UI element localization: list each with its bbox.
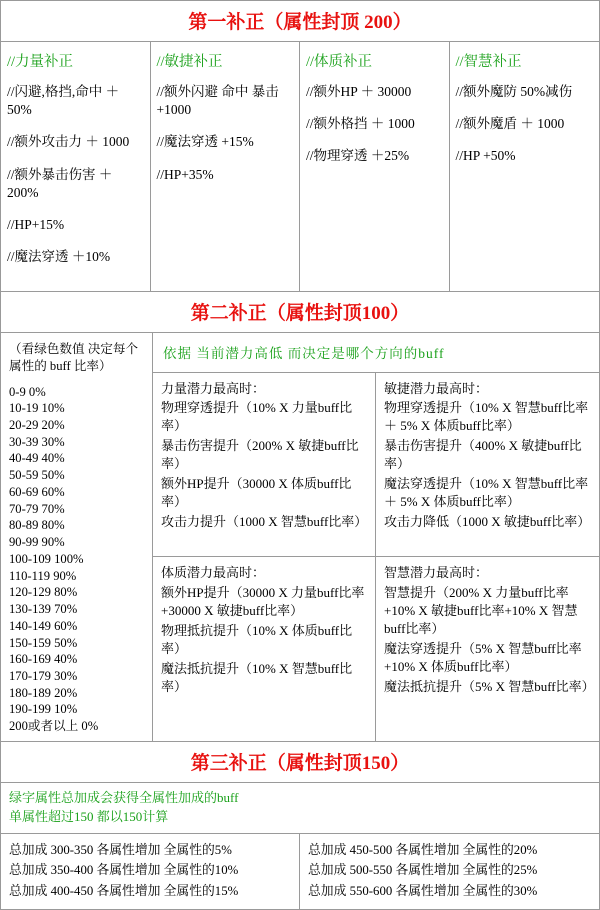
column-line: //魔法穿透 ＋10%	[7, 249, 111, 265]
column-line: //HP +50%	[455, 148, 516, 164]
buff-ratio-row: 20-29 20%	[9, 418, 65, 432]
section1-title: 第一补正（属性封顶 200）	[1, 1, 599, 42]
total-bonus-row: 总加成 350-400 各属性增加 全属性的10%	[9, 863, 239, 878]
cell-line: 攻击力提升（1000 X 智慧buff比率）	[161, 514, 368, 530]
buff-ratio-row: 170-179 30%	[9, 669, 78, 684]
buff-ratio-row: 70-79 70%	[9, 501, 65, 516]
section3-note-line1: 绿字属性总加成会获得全属性加成的buff	[9, 789, 239, 805]
potential-cell-constitution	[153, 557, 376, 741]
cell-line: 攻击力降低（1000 X 敏捷buff比率）	[384, 514, 591, 530]
section1-column-constitution	[300, 42, 450, 291]
section2-row-top	[153, 373, 599, 558]
buff-ratio-row: 50-59 50%	[9, 468, 65, 483]
buff-ratio-row: 30-39 30%	[9, 434, 65, 449]
buff-ratio-row: 190-199 10%	[9, 702, 78, 717]
cell-line: 暴击伤害提升（200% X 敏捷buff比率）	[161, 438, 359, 472]
potential-cell-wisdom	[376, 557, 599, 741]
column-line: //额外魔盾 ＋ 1000	[455, 116, 565, 132]
column-line: //额外魔防 50%减伤	[455, 84, 573, 99]
buff-ratio-row: 140-149 60%	[9, 618, 78, 633]
column-line: //额外攻击力 ＋ 1000	[7, 134, 130, 150]
buff-ratio-table	[1, 333, 153, 741]
potential-cell-strength	[153, 373, 376, 557]
section3-note-line2: 单属性超过150 都以150计算	[9, 808, 169, 824]
section3-column-right	[300, 834, 599, 910]
section3-title: 第三补正（属性封顶150）	[1, 742, 599, 783]
cell-line: 额外HP提升（30000 X 力量buff比率+30000 X 敏捷buff比率）	[161, 585, 365, 619]
cell-line: 暴击伤害提升（400% X 敏捷buff比率）	[384, 438, 582, 472]
column-header: //敏捷补正	[156, 54, 223, 70]
buff-ratio-row: 110-119 90%	[9, 568, 77, 583]
column-header: //力量补正	[7, 54, 74, 70]
total-bonus-row: 总加成 500-550 各属性增加 全属性的25%	[308, 863, 538, 878]
section3-column-left	[1, 834, 300, 910]
column-header: //智慧补正	[455, 54, 522, 70]
buff-ratio-row: 60-69 60%	[9, 484, 65, 499]
column-line: //物理穿透 ＋25%	[306, 148, 410, 164]
column-line: //额外暴击伤害 ＋ 200%	[7, 166, 113, 200]
column-line: //魔法穿透 +15%	[156, 134, 254, 150]
section1-columns	[1, 42, 599, 292]
buff-ratio-row: 180-189 20%	[9, 685, 78, 700]
section2-title: 第二补正（属性封顶100）	[1, 292, 599, 333]
section3-table	[1, 834, 599, 910]
cell-line: 额外HP提升（30000 X 体质buff比率）	[161, 476, 352, 510]
buff-ratio-row: 90-99 90%	[9, 535, 65, 550]
cell-line: 魔法抵抗提升（10% X 智慧buff比率）	[161, 660, 353, 694]
total-bonus-row: 总加成 300-350 各属性增加 全属性的5%	[9, 842, 232, 857]
total-bonus-row: 总加成 550-600 各属性增加 全属性的30%	[308, 884, 538, 899]
section3-note	[1, 783, 599, 834]
column-line: //HP+35%	[156, 166, 214, 182]
buff-ratio-row: 80-89 80%	[9, 518, 65, 533]
buff-ratio-row: 10-19 10%	[9, 401, 65, 416]
section1-column-strength	[1, 42, 151, 291]
cell-title: 体质潜力最高时：	[161, 565, 266, 581]
total-bonus-row: 总加成 450-500 各属性增加 全属性的20%	[308, 842, 538, 857]
cell-line: 魔法穿透提升（10% X 智慧buff比率 ＋ 5% X 体质buff比率）	[384, 476, 589, 510]
buff-ratio-row: 160-169 40%	[9, 652, 78, 667]
column-line: //额外HP ＋ 30000	[306, 84, 412, 99]
cell-title: 力量潜力最高时：	[161, 380, 266, 396]
cell-line: 魔法抵抗提升（5% X 智慧buff比率）	[384, 678, 595, 694]
section2-row-bottom	[153, 557, 599, 741]
buff-ratio-row: 0-9 0%	[9, 384, 46, 399]
column-line: //HP+15%	[7, 217, 65, 233]
section1-column-agility	[151, 42, 301, 291]
section1-column-wisdom	[450, 42, 600, 291]
cell-line: 物理抵抗提升（10% X 体质buff比率）	[161, 623, 353, 656]
buff-ratio-row: 200或者以上 0%	[9, 719, 99, 734]
buff-ratio-note: （看绿色数值 决定每个属性的 buff 比率）	[9, 341, 139, 373]
cell-line: 物理穿透提升（10% X 力量buff比率）	[161, 400, 353, 434]
buff-ratio-row: 130-139 70%	[9, 602, 78, 617]
column-line: //额外闪避 命中 暴击 +1000	[156, 84, 279, 118]
buff-ratio-row: 150-159 50%	[9, 635, 78, 650]
section2-body	[1, 333, 599, 742]
column-line: //额外格挡 ＋ 1000	[306, 116, 415, 132]
buff-ratio-row: 40-49 40%	[9, 451, 65, 466]
potential-cell-agility	[376, 373, 599, 557]
column-header: //体质补正	[306, 54, 373, 70]
cell-line: 物理穿透提升（10% X 智慧buff比率 ＋ 5% X 体质buff比率）	[384, 400, 589, 434]
cell-title: 敏捷潜力最高时：	[384, 380, 489, 396]
section2-right	[153, 333, 599, 741]
buff-ratio-row: 120-129 80%	[9, 585, 78, 600]
total-bonus-row: 总加成 400-450 各属性增加 全属性的15%	[9, 884, 239, 899]
cell-title: 智慧潜力最高时：	[384, 565, 489, 581]
cell-line: 智慧提升（200% X 力量buff比率+10% X 敏捷buff比率+10% X 智慧buff比率）	[384, 585, 578, 637]
section2-banner: 依据 当前潜力高低 而决定是哪个方向的buff	[153, 333, 599, 373]
column-line: //闪避,格挡,命中 ＋50%	[7, 84, 120, 118]
buff-ratio-row: 100-109 100%	[9, 551, 84, 566]
cell-line: 魔法穿透提升（5% X 智慧buff比率+10% X 体质buff比率）	[384, 641, 582, 674]
